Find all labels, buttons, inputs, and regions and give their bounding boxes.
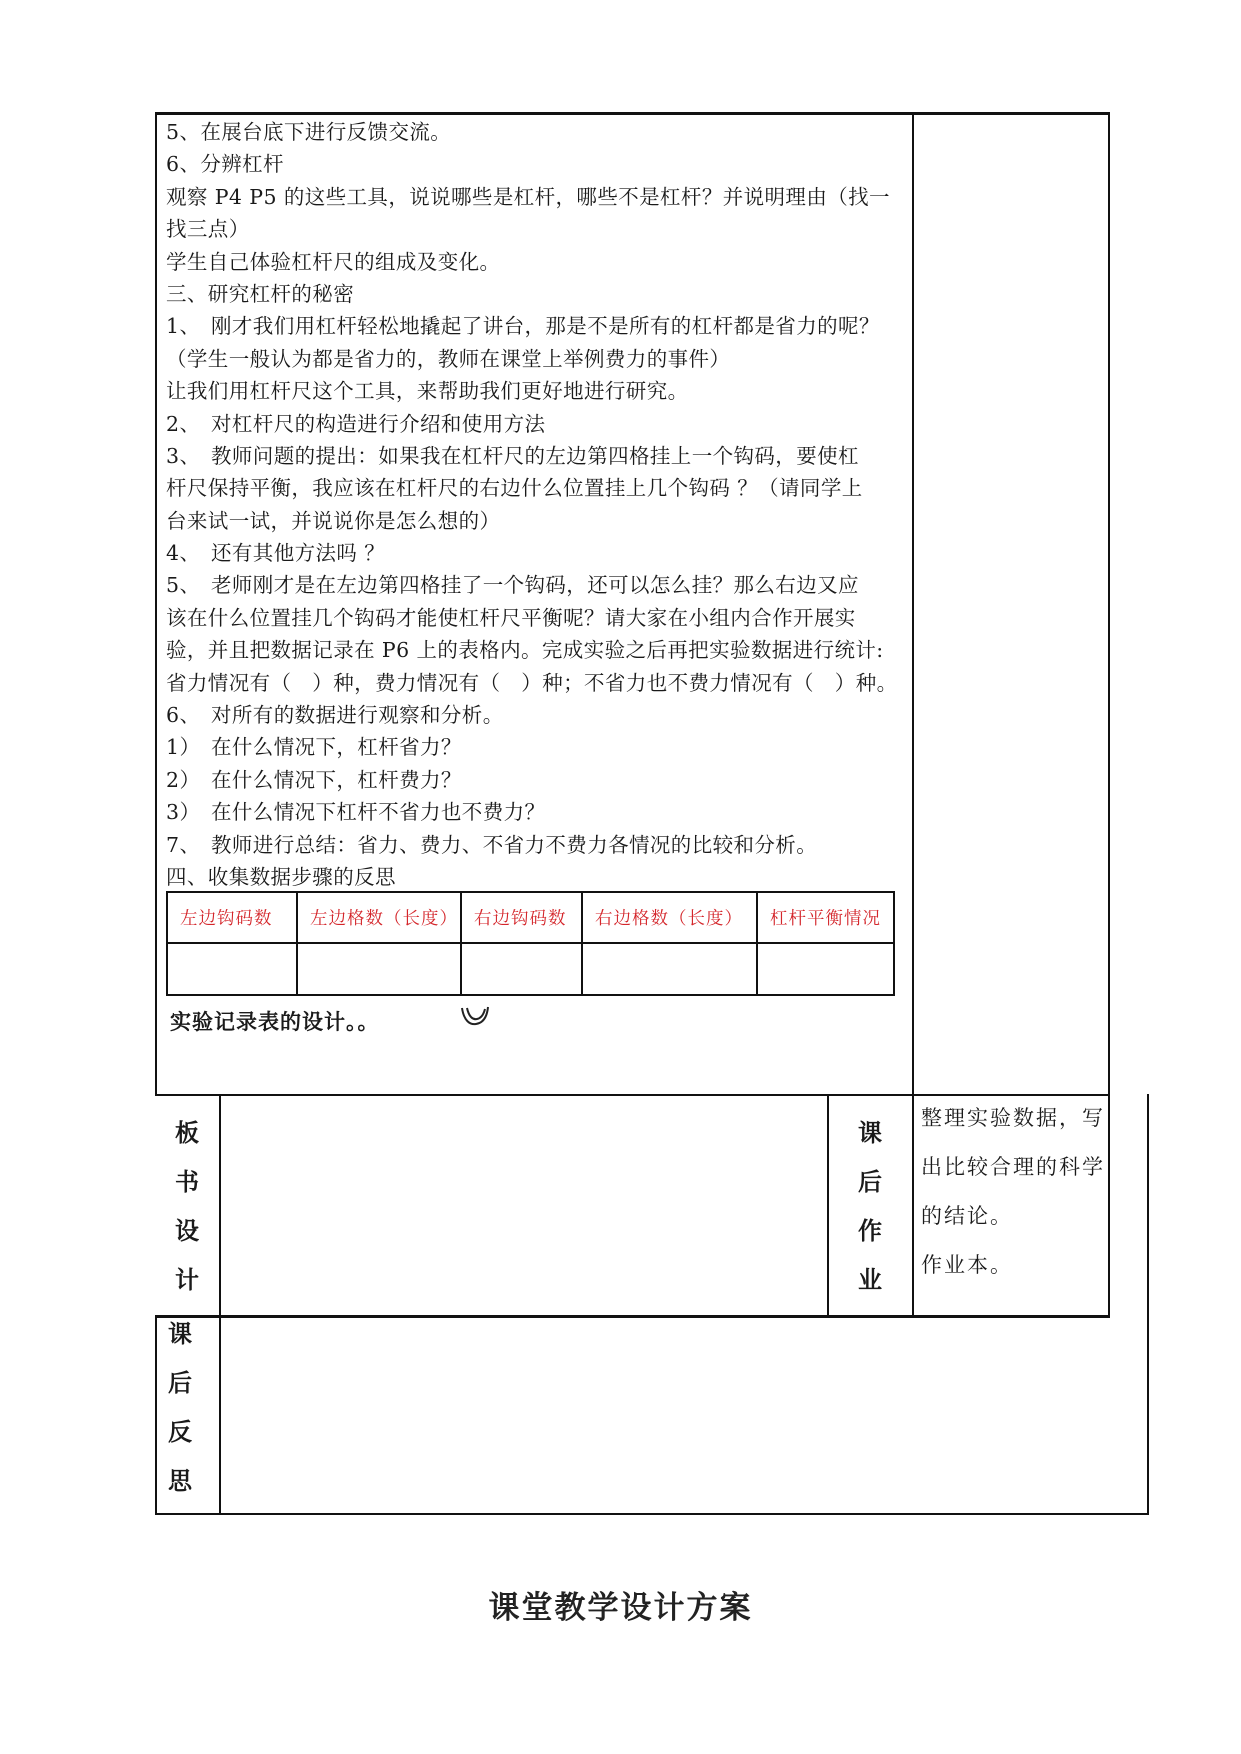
main-mid-border xyxy=(912,112,914,1095)
table-header-cell: 左边钩码数 xyxy=(167,892,297,943)
line-3: 观察 P4 P5 的这些工具，说说哪些是杠杆，哪些不是杠杆？并说明理由（找一 xyxy=(166,184,890,209)
homework-content xyxy=(921,1094,1126,1290)
line-8: （学生一般认为都是省力的，教师在课堂上举例费力的事件） xyxy=(166,346,731,371)
line-12: 杆尺保持平衡，我应该在杠杆尺的右边什么位置挂上几个钩码 ？（请同学上 xyxy=(166,476,863,501)
table-cell[interactable] xyxy=(297,943,461,995)
experiment-record-table xyxy=(166,891,895,996)
homework-line: 的结论。 xyxy=(921,1204,1013,1228)
board-label-char: 计 xyxy=(175,1266,199,1294)
homework-line: 出比较合理的科学 xyxy=(921,1155,1105,1179)
table-cell[interactable] xyxy=(757,943,894,995)
line-18: 省力情况有（ ）种，费力情况有（ ）种；不省力也不费力情况有（ ）种。 xyxy=(166,670,898,695)
homework-line: 整理实验数据，写 xyxy=(921,1106,1105,1130)
table-header-cell: 杠杆平衡情况 xyxy=(757,892,894,943)
table-header-cell: 右边钩码数 xyxy=(461,892,582,943)
table-header-cell: 左边格数（长度） xyxy=(297,892,461,943)
board-design-label xyxy=(167,1109,207,1305)
line-7: 1、 刚才我们用杠杆轻松地撬起了讲台，那是不是所有的杠杆都是省力的呢？ xyxy=(166,314,880,339)
board-design-content[interactable] xyxy=(221,1096,825,1314)
record-table-note: 实验记录表的设计。。 xyxy=(170,1010,380,1034)
reflection-bottom-border xyxy=(155,1513,1149,1515)
line-16: 该在什么位置挂几个钩码才能使杠杆尺平衡呢？请大家在小组内合作开展实 xyxy=(166,605,856,630)
table-header-cell: 右边格数（长度） xyxy=(582,892,757,943)
line-1: 5、在展台底下进行反馈交流。 xyxy=(166,120,452,144)
board-label-char: 设 xyxy=(175,1217,199,1245)
board-label-char: 书 xyxy=(175,1168,199,1196)
table-row xyxy=(167,943,894,995)
homework-label xyxy=(850,1109,890,1305)
line-21: 2） 在什么情况下，杠杆费力？ xyxy=(166,767,462,792)
line-9: 让我们用杠杆尺这个工具，来帮助我们更好地进行研究。 xyxy=(166,379,689,404)
homework-label-char: 作 xyxy=(858,1217,882,1245)
top-rule xyxy=(155,112,1110,115)
homework-label-char: 课 xyxy=(858,1119,882,1147)
handwritten-mark xyxy=(460,1005,492,1027)
lesson-procedure-text xyxy=(166,116,904,893)
reflection-label xyxy=(160,1310,200,1506)
line-20: 1） 在什么情况下，杠杆省力？ xyxy=(166,735,462,760)
line-15: 5、 老师刚才是在左边第四格挂了一个钩码，还可以怎么挂？那么右边又应 xyxy=(166,573,859,598)
line-24: 四、收集数据步骤的反思 xyxy=(166,864,396,889)
page-title: 课堂教学设计方案 xyxy=(488,1590,753,1626)
reflection-label-char: 反 xyxy=(168,1418,192,1446)
table-cell[interactable] xyxy=(461,943,582,995)
homework-line: 作业本。 xyxy=(921,1253,1013,1277)
reflection-label-char: 后 xyxy=(168,1369,192,1397)
line-19: 6、 对所有的数据进行观察和分析。 xyxy=(166,703,504,728)
table-cell[interactable] xyxy=(582,943,757,995)
line-5: 学生自己体验杠杆尺的组成及变化。 xyxy=(166,249,501,274)
line-14: 4、 还有其他方法吗 ？ xyxy=(166,541,386,566)
board-label-char: 板 xyxy=(175,1119,199,1147)
reflection-label-char: 课 xyxy=(168,1320,192,1348)
homework-left-divider xyxy=(827,1094,829,1316)
homework-text-divider xyxy=(912,1094,914,1316)
reflection-right-border xyxy=(1147,1094,1149,1514)
homework-label-char: 后 xyxy=(858,1168,882,1196)
line-4: 找三点） xyxy=(166,217,250,242)
main-left-border xyxy=(155,112,157,1095)
line-23: 7、 教师进行总结：省力、费力、不省力不费力各情况的比较和分析。 xyxy=(166,832,818,857)
reflection-left-border xyxy=(155,1315,157,1514)
line-2: 6、分辨杠杆 xyxy=(166,152,284,177)
line-10: 2、 对杠杆尺的构造进行介绍和使用方法 xyxy=(166,411,546,436)
line-13: 台来试一试，并说说你是怎么想的） xyxy=(166,508,501,533)
reflection-content[interactable] xyxy=(221,1318,1145,1512)
line-11: 3、 教师问题的提出：如果我在杠杆尺的左边第四格挂上一个钩码，要使杠 xyxy=(166,443,859,468)
table-header-row xyxy=(167,892,894,943)
line-6: 三、研究杠杆的秘密 xyxy=(166,281,355,306)
reflection-label-char: 思 xyxy=(168,1467,192,1495)
line-22: 3） 在什么情况下杠杆不省力也不费力？ xyxy=(166,800,546,825)
line-17: 验，并且把数据记录在 P6 上的表格内。完成实验之后再把实验数据进行统计: xyxy=(166,638,884,663)
homework-label-char: 业 xyxy=(858,1266,882,1294)
table-cell[interactable] xyxy=(167,943,297,995)
